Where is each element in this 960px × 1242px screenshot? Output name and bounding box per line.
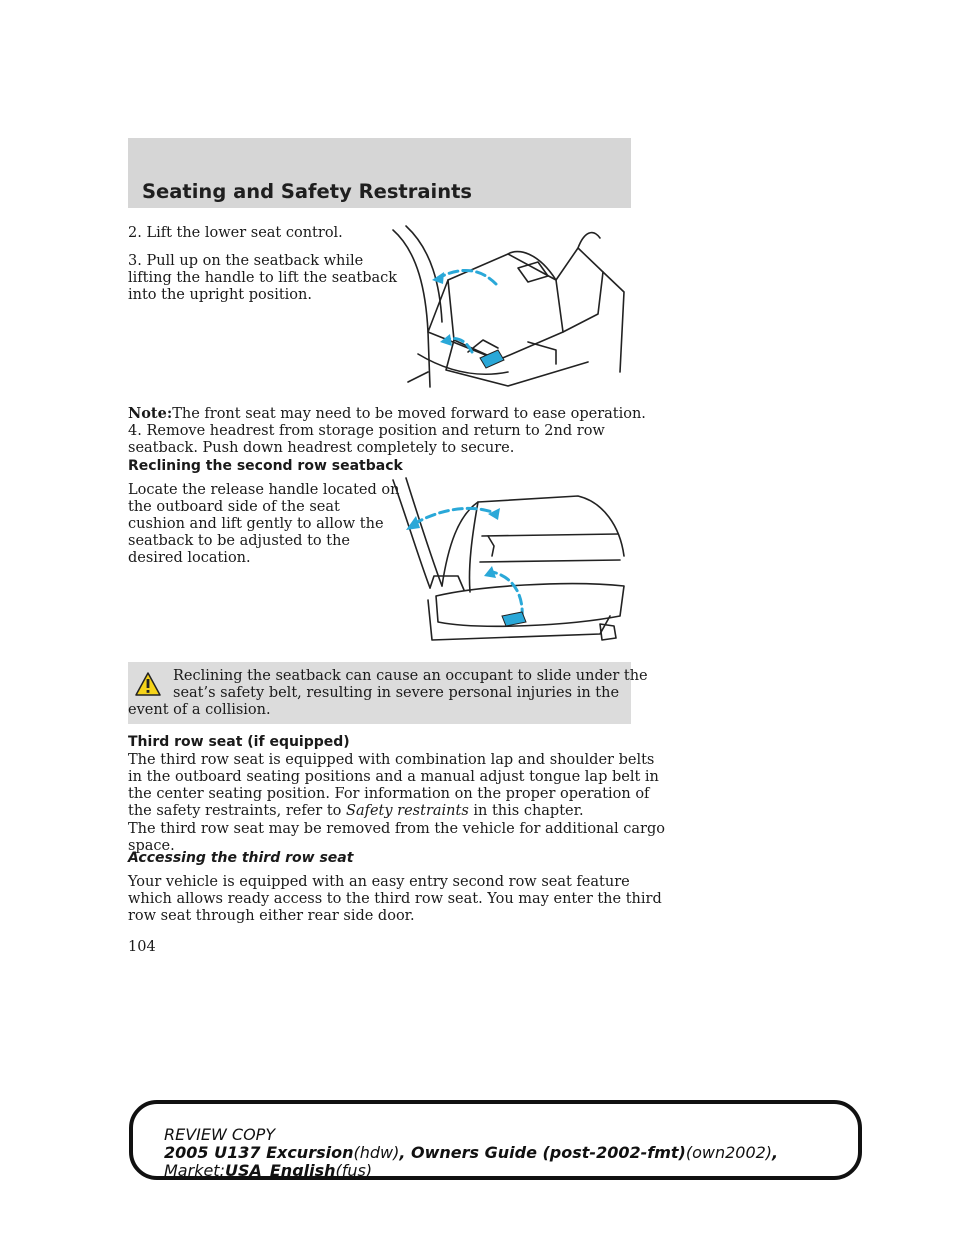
step-2: 2. Lift the lower seat control. xyxy=(128,225,343,241)
third-row-line-2: in the outboard seating positions and a manual adjust tongue lap belt in xyxy=(128,769,659,785)
warning-line-3: event of a collision. xyxy=(128,702,271,718)
note-label: Note: xyxy=(128,405,173,422)
footer-market-label: Market: xyxy=(164,1161,225,1180)
third-row-heading: Third row seat (if equipped) xyxy=(128,734,350,750)
access-heading: Accessing the third row seat xyxy=(128,850,354,866)
removal-line-2: space. xyxy=(128,838,175,854)
footer-review-copy: REVIEW COPY xyxy=(164,1125,276,1144)
step-4-line-2: seatback. Push down headrest completely to secure. xyxy=(128,440,515,456)
footer-own: (own2002) xyxy=(685,1143,773,1162)
footer-line-3 xyxy=(164,1162,778,1180)
footer-model: 2005 U137 Excursion xyxy=(164,1143,354,1162)
page-number: 104 xyxy=(128,939,156,955)
warning-triangle-icon xyxy=(135,672,161,696)
page-title: Seating and Safety Restraints xyxy=(142,180,473,203)
step-3-line-1: 3. Pull up on the seatback while xyxy=(128,253,364,269)
step-3-line-2: lifting the handle to lift the seatback xyxy=(128,270,398,286)
step-3-line-3: into the upright position. xyxy=(128,287,312,303)
seat-recline-illustration xyxy=(388,476,632,646)
footer-sep: , xyxy=(399,1143,411,1162)
third-row-line-3: the center seating position. For information on the proper operation of xyxy=(128,786,650,802)
recline-line-4: seatback to be adjusted to the xyxy=(128,533,350,549)
third-row-line-1: The third row seat is equipped with combination lap and shoulder belts xyxy=(128,752,655,768)
step-4-line-1: 4. Remove headrest from storage position and return to 2nd row xyxy=(128,423,605,439)
third-row-line-4 xyxy=(128,803,584,820)
footer-fus: (fus) xyxy=(335,1161,373,1180)
third-row-line-4-b: in this chapter. xyxy=(468,803,584,819)
note-text: The front seat may need to be moved forward to ease operation. xyxy=(172,406,646,422)
safety-restraints-reference: Safety restraints xyxy=(346,803,469,819)
note-line xyxy=(128,405,646,423)
footer-hdw: (hdw) xyxy=(353,1143,400,1162)
recline-line-3: cushion and lift gently to allow the xyxy=(128,516,384,532)
recline-line-1: Locate the release handle located on xyxy=(128,482,400,498)
access-line-2: which allows ready access to the third row seat. You may enter the third xyxy=(128,891,662,907)
access-line-1: Your vehicle is equipped with an easy entry second row seat feature xyxy=(128,874,630,890)
recline-line-2: the outboard side of the seat xyxy=(128,499,340,515)
footer-guide: Owners Guide (post-2002-fmt) xyxy=(411,1143,686,1162)
footer-text xyxy=(164,1126,778,1180)
warning-line-2: seat’s safety belt, resulting in severe personal injuries in the xyxy=(173,685,620,701)
footer-market: USA_English xyxy=(224,1161,336,1180)
footer-line-2 xyxy=(164,1144,778,1162)
warning-line-1: Reclining the seatback can cause an occupant to slide under the xyxy=(173,668,648,684)
removal-line-1: The third row seat may be removed from the vehicle for additional cargo xyxy=(128,821,665,837)
footer-comma: , xyxy=(772,1143,779,1162)
recline-heading: Reclining the second row seatback xyxy=(128,458,403,474)
recline-line-5: desired location. xyxy=(128,550,251,566)
access-line-3: row seat through either rear side door. xyxy=(128,908,415,924)
seat-fold-illustration xyxy=(388,222,632,392)
third-row-line-4-a: the safety restraints, refer to xyxy=(128,803,347,819)
